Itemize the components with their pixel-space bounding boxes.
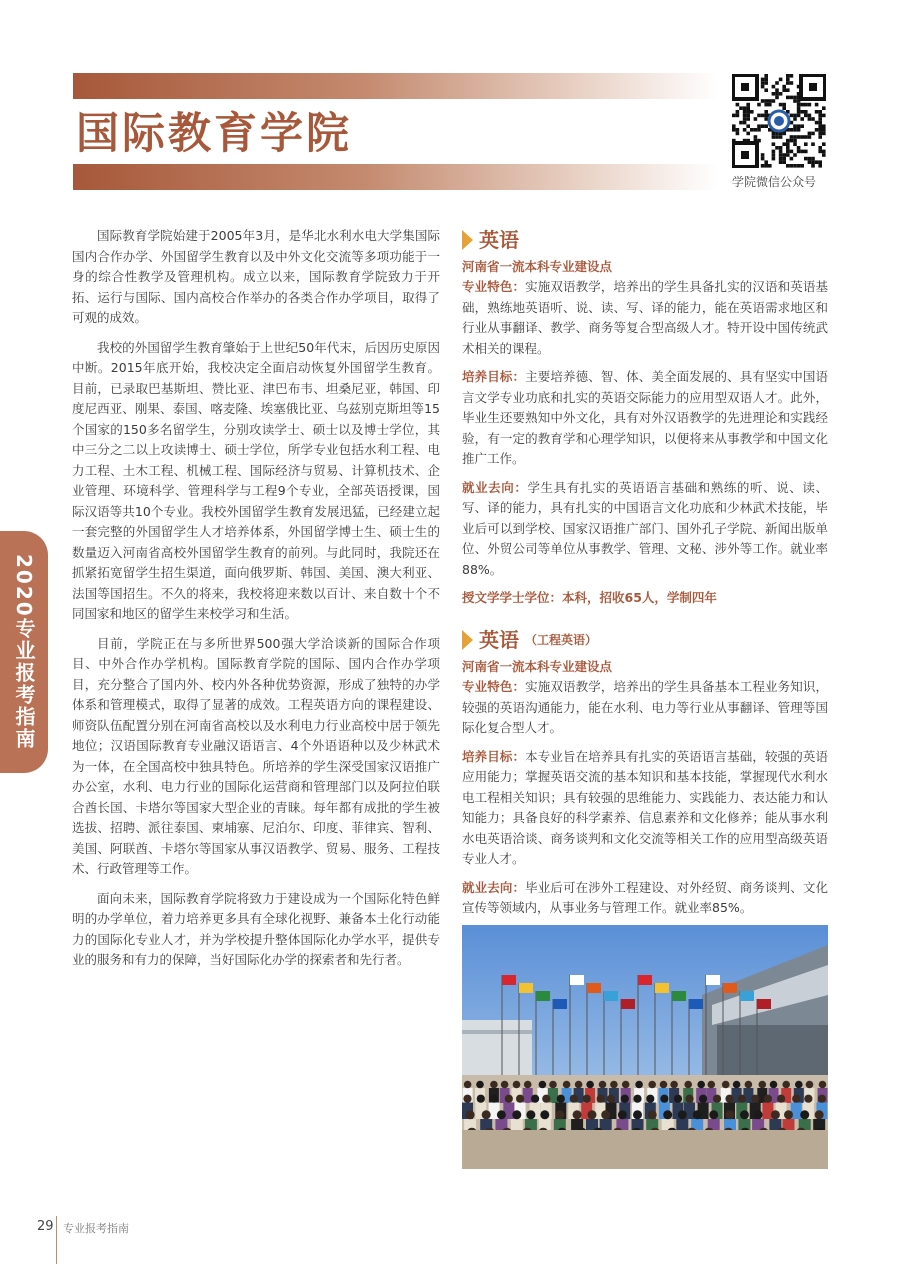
group-photo-image (462, 925, 828, 1169)
major-goal (462, 747, 828, 870)
item-label: 专业特色： (462, 679, 526, 694)
page-number: 29 (37, 1219, 54, 1234)
item-text: 实施双语教学，培养出的学生具备基本工程业务知识，较强的英语沟通能力，能在水利、电力等行业从事翻译、管理等国际化复合型人才。 (462, 679, 828, 735)
major-career (462, 478, 828, 581)
side-tab-label: 2020专业报考指南 (12, 554, 36, 750)
footer-text: 专业报考指南 (63, 1222, 129, 1235)
major-subtitle: （工程英语） (525, 633, 598, 647)
qr-code-image (732, 74, 826, 168)
footer-divider (56, 1216, 57, 1264)
item-text: 学生具有扎实的英语语言基础和熟练的听、说、读、写、译的能力，具有扎实的中国语言文化功底和少林武术技能，毕业后可以到学校、国家汉语推广部门、国外孔子学院、新闻出版单位、外贸公司等单位从事教学、管理、文秘、涉外等工作。就业率88%。 (462, 479, 828, 577)
major-heading (462, 226, 828, 254)
item-text: 实施双语教学，培养出的学生具备扎实的汉语和英语基础，熟练地英语听、说、读、写、译的能力，能在英语需求地区和行业从事翻译、教学、商务等复合型高级人才。特开设中国传统武术相关的课程。 (462, 279, 828, 356)
major-goal (462, 367, 828, 470)
item-label: 培养目标： (462, 369, 526, 384)
major-tag: 河南省一流本科专业建设点 (462, 259, 613, 274)
wechat-qr-code (732, 74, 826, 168)
item-label: 培养目标： (462, 748, 526, 764)
triangle-bullet-icon (462, 230, 473, 250)
major-feature (462, 677, 828, 739)
intro-column (72, 226, 440, 980)
intro-paragraph: 国际教育学院始建于2005年3月，是华北水利水电大学集国际国内合作办学、外国留学生教育以及中外文化交流等多项功能于一身的综合性教学及管理机构。成立以来，国际教育学院致力于开拓、运行与国际、国内高校合作举办的各类合作办学项目，取得了可观的成效。 (72, 228, 440, 325)
majors-column (462, 226, 828, 947)
intro-paragraph: 面向未来，国际教育学院将致力于建设成为一个国际化特色鲜明的办学单位，着力培养更多具有全球化视野、兼备本土化行动能力的国际化专业人才，并为学校提升整体国际化办学水平，提供专业的服务和有力的保障，当好国际化办学的探索者和先行者。 (72, 890, 440, 967)
major-name: 英语 (479, 628, 519, 652)
title-decor-bar-bottom (73, 164, 718, 190)
major-heading (462, 626, 828, 654)
major-name: 英语 (479, 228, 519, 252)
item-label: 专业特色： (462, 279, 526, 294)
side-tab (0, 531, 48, 773)
qr-caption: 学院微信公众号 (732, 175, 817, 189)
major-section-engineering-english (462, 626, 828, 947)
item-label: 就业去向： (462, 479, 528, 495)
major-feature (462, 277, 828, 359)
major-degree: 授文学学士学位：本科，招收65人，学制四年 (462, 590, 717, 605)
major-tag: 河南省一流本科专业建设点 (462, 659, 613, 674)
major-section-english (462, 226, 828, 608)
page-title: 国际教育学院 (76, 109, 352, 159)
triangle-bullet-icon (462, 630, 473, 650)
item-text: 主要培养德、智、体、美全面发展的、具有坚实中国语言文学专业功底和扎实的英语交际能力的应用型双语人才。此外，毕业生还要熟知中外文化，具有对外汉语教学的先进理论和实践经验，有一定的教育学和心理学知识，以便将来从事教学和中国文化推广工作。 (462, 369, 828, 466)
item-text: 毕业后可在涉外工程建设、对外经贸、商务谈判、文化宣传等领域内，从事业务与管理工作。就业率85%。 (462, 879, 828, 915)
intro-paragraph: 我校的外国留学生教育肇始于上世纪50年代末，后因历史原因中断。2015年底开始，我校决定全面启动恢复外国留学生教育。目前，已录取巴基斯坦、赞比亚、津巴布韦、坦桑尼亚，韩国、印度尼西亚、刚果、泰国、喀麦隆、埃塞俄比亚、乌兹别克斯坦等15个国家的150多名留学生，分别攻读学士、硕士以及博士学位，其中三分之二以上攻读博士、硕士学位，所学专业包括水利工程、电力工程、土木工程、机械工程、国际经济与贸易、计算机技术、企业管理、环境科学、管理科学与工程9个专业，全部英语授课，国际汉语等共10个专业。我校外国留学生教育发展迅猛，已经建立起一套完整的外国留学生人才培养体系，外国留学博士生、硕士生的数量迈入河南省高校外国留学生教育的前列。与此同时，我院还在抓紧拓宽留学生招生渠道，面向俄罗斯、韩国、美国、澳大利亚、法国等国招生。不久的将来，我校将迎来数以百计、来自数十个不同国家和地区的留学生来校学习和生活。 (72, 339, 440, 621)
item-text: 本专业旨在培养具有扎实的英语语言基础，较强的英语应用能力；掌握英语交流的基本知识和基本技能，掌握现代水利水电工程相关知识；具有较强的思维能力、实践能力、表达能力和认知能力；具备良好的科学素养、信息素养和文化修养；能从事水利水电英语洽谈、商务谈判和文化交流等相关工作的应用型高级英语专业人才。 (462, 748, 828, 866)
item-label: 就业去向： (462, 879, 526, 895)
group-photo (462, 925, 828, 1169)
title-decor-bar-top (73, 73, 718, 99)
intro-paragraph: 目前，学院正在与多所世界500强大学洽谈新的国际合作项目、中外合作办学机构。国际教育学院的国际、国内合作办学项目，充分整合了国内外、校内外各种优势资源，形成了独特的办学体系和管理模式，取得了显著的成效。工程英语方向的课程建设、师资队伍配置分别在河南省高校以及水利电力行业高校中居于领先地位；汉语国际教育专业融汉语语言、4个外语语种以及少林武术为一体，在全国高校中独具特色。所培养的学生深受国家汉语推广办公室，水利、电力行业的国际化运营商和管理部门以及阿拉伯联合酋长国、卡塔尔等国家大型企业的青睐。每年都有成批的学生被选拔、招聘、派往泰国、柬埔寨、尼泊尔、印度、菲律宾、智利、美国、阿联酋、卡塔尔等国家从事汉语教学、贸易、服务、工程技术、行政管理等工作。 (72, 635, 440, 876)
major-career (462, 878, 828, 919)
